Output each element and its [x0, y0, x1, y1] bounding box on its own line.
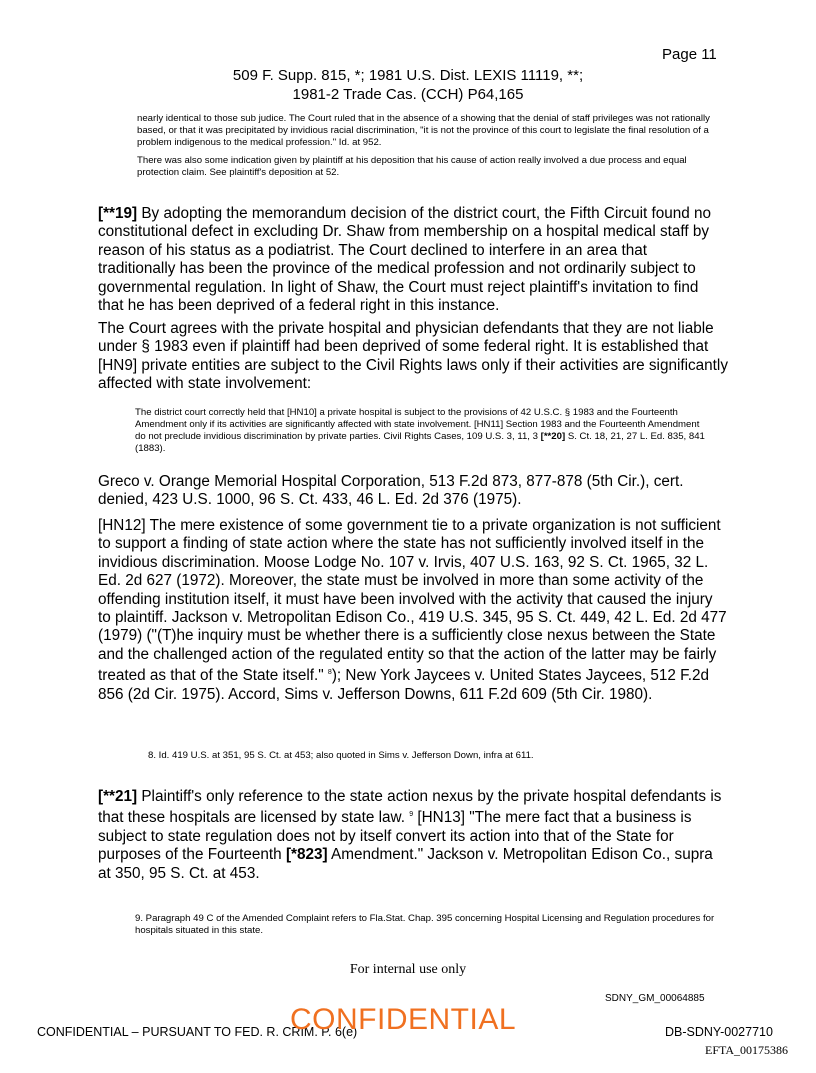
paragraph-2: The Court agrees with the private hospital and physician defendants that they are not liable under § 1983 even if plaintiff had been deprived of some federal right. It is established that [HN9] private entities are subject to the Civil Rights laws only if their activities are significantly affected with state involvement: [98, 320, 728, 393]
confidential-stamp: CONFIDENTIAL [290, 1003, 517, 1036]
paragraph-text-3: Amendment." Jackson v. Metropolitan Edison Co., supra at 350, 95 S. Ct. at 453. [98, 846, 713, 882]
page-marker: [**19] [98, 205, 138, 222]
footnote-8: 8. Id. 419 U.S. at 351, 95 S. Ct. at 453; also quoted in Sims v. Jefferson Down, infra at 611. [148, 750, 534, 761]
page-marker-2: [*823] [285, 846, 328, 864]
paragraph-text-end: ); New York Jaycees v. United States Jaycees, 512 F.2d 856 (2d Cir. 1975). Accord, Sims v. Jefferson Downs, 611 F.2d 609 (5th Cir. 1980). [98, 667, 710, 703]
footnote-ref[interactable]: 8 [327, 669, 332, 677]
bates-number: SDNY_GM_00064885 [605, 993, 705, 1004]
paragraph-text: [HN12] The mere existence of some government tie to a private organization is not sufficient to support a finding of state action where the state has not sufficiently involved itself in the invidious discrimination. Moose Lodge No. 107 v. Irvis, 407 U.S. 163, 92 S. Ct. 1965, 32 L. Ed. 2d 627 (1972). Moreover, the state must be involved in more than some activity of the offending institution itself, it must have been involved with the activity that caused the injury to plaintiff. Jackson v. Metropolitan Edison Co., 419 U.S. 345, 95 S. Ct. 449, 42 L. Ed. 2d 477 (1979) ("(T)he inquiry must be whether there is a sufficiently close nexus between the State and the challenged action of the regulated entity so that the action of the latter may be fairly treated as that of the State itself." [98, 517, 727, 685]
page-number: Page 11 [662, 46, 717, 63]
paragraph-3: Greco v. Orange Memorial Hospital Corporation, 513 F.2d 873, 877-878 (5th Cir.), cert. denied, 423 U.S. 1000, 96 S. Ct. 433, 46 L. Ed. 2d 376 (1975). [98, 473, 684, 509]
paragraph-19 [98, 205, 728, 315]
db-bates-number: DB-SDNY-0027710 [665, 1025, 773, 1039]
citation-header-line-1: 509 F. Supp. 815, *; 1981 U.S. Dist. LEXIS 11119, **; [232, 67, 584, 84]
paragraph-text: Plaintiff's only reference to the state action nexus by the private hospital defendants is that these hospitals are licensed by state law. [98, 788, 722, 827]
paragraph-text: By adopting the memorandum decision of the district court, the Fifth Circuit found no constitutional defect in excluding Dr. Shaw from membership on a hospital medical staff by reason of his status as a podiatrist. The Court declined to interfere in an area that traditionally has been the province of the medical profession and not ordinarily subject to governmental regulation. In light of Shaw, the Court must reject plaintiff's invitation to find that he has been deprived of a federal right in this instance. [98, 205, 712, 315]
internal-use-notice: For internal use only [349, 962, 467, 977]
confidential-notice: CONFIDENTIAL – PURSUANT TO FED. R. CRIM. P. 6(e) [37, 1025, 358, 1039]
footnote-9: 9. Paragraph 49 C of the Amended Complaint refers to Fla.Stat. Chap. 395 concerning Hospital Licensing and Regulation procedures for hospitals situated in this state. [135, 913, 715, 936]
paragraph-4 [98, 517, 728, 704]
page-marker: [**21] [98, 788, 138, 805]
citation-header-line-2: 1981-2 Trade Cas. (CCH) P64,165 [292, 86, 524, 103]
footnote-ref[interactable]: 9 [409, 811, 414, 819]
quote-text-end: S. Ct. 18, 21, 27 L. Ed. 835, 841 (1883). [135, 431, 705, 454]
page-marker: [**20] [540, 431, 566, 442]
paragraph-21 [98, 788, 728, 883]
continued-footnote-2: There was also some indication given by plaintiff at his deposition that his cause of action really involved a due process and equal protection claim. See plaintiff's deposition at 52. [137, 155, 687, 178]
block-quote [135, 407, 705, 455]
paragraph-text-2: [HN13] "The mere fact that a business is subject to state regulation does not by itself convert its action into that of the State for purposes of the Fourteenth [98, 809, 692, 864]
continued-footnote: nearly identical to those sub judice. The Court ruled that in the absence of a showing that the denial of staff privileges was not rationally based, or that it was precipitated by invidious racial discrimination, "it is not the province of this court to legislate the final resolution of a problem indigenous to the medical profession." Id. at 952. [137, 113, 710, 148]
efta-number: EFTA_00175386 [705, 1043, 789, 1057]
quote-text: The district court correctly held that [HN10] a private hospital is subject to the provisions of 42 U.S.C. § 1983 and the Fourteenth Amendment only if its activities are significantly affected with state involvement. [HN11] Section 1983 and the Fourteenth Amendment do not preclude invidious discrimination by private parties. Civil Rights Cases, 109 U.S. 3, 11, 3 [135, 407, 700, 442]
